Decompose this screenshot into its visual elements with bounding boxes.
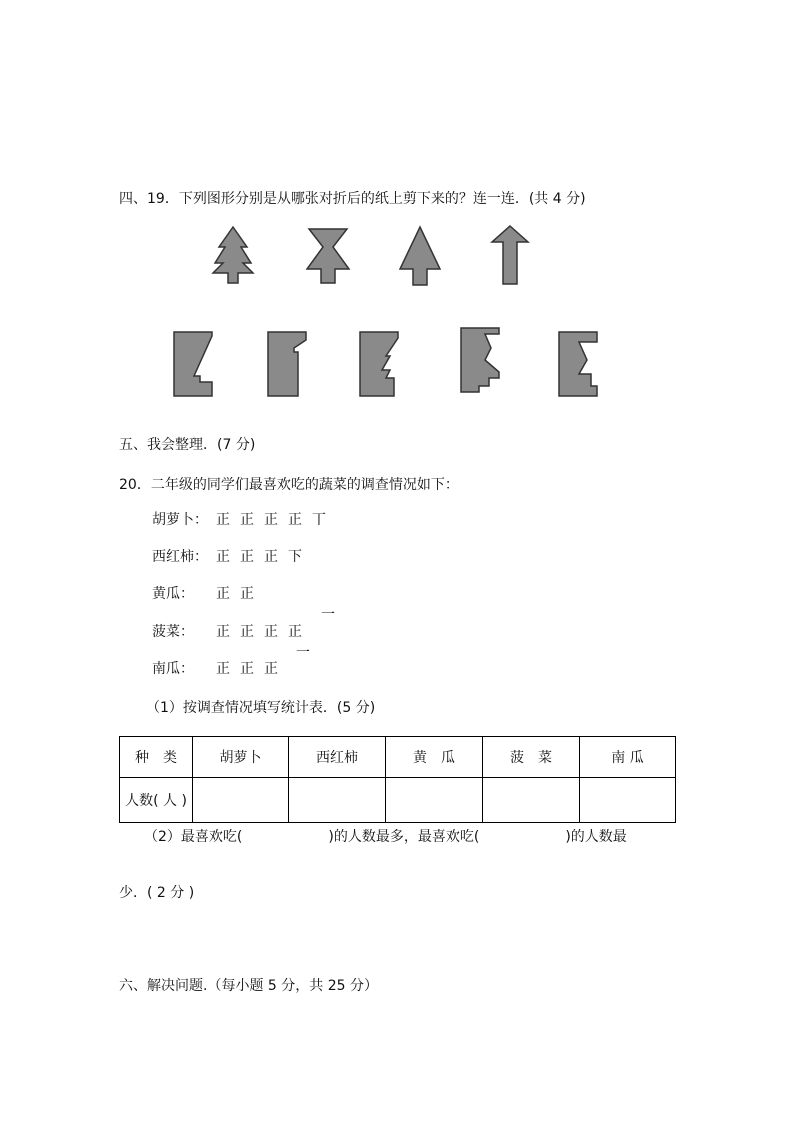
tally-mark: 丅 <box>312 512 326 528</box>
sub-question-2 <box>144 828 627 846</box>
tally-label: 西红柿： <box>152 549 208 565</box>
tally-row-pumpkin <box>152 660 288 678</box>
tally-mark: 正 <box>240 586 254 602</box>
thin-arrow-shape <box>490 224 530 286</box>
section6-title: 六、解决问题.（每小题 5 分，共 25 分） <box>119 978 378 994</box>
tally-mark: 下 <box>288 549 302 565</box>
tally-mark: 正 <box>216 661 230 677</box>
table-input-cell[interactable] <box>386 778 483 823</box>
hourglass-arrow-shape <box>303 225 353 285</box>
tally-mark: 正 <box>288 512 302 528</box>
folded-paper-2 <box>266 330 308 398</box>
question-text: 二年级的同学们最喜欢吃的蔬菜的调查情况如下： <box>150 477 459 493</box>
question-20 <box>119 476 459 494</box>
table-input-cell[interactable] <box>289 778 386 823</box>
tally-extra-stroke: 一 <box>321 607 335 623</box>
sub2-text-3: )的人数最 <box>565 829 627 845</box>
tally-row-spinach <box>152 623 312 641</box>
tally-label: 胡萝卜： <box>152 512 208 528</box>
tally-row-carrot <box>152 511 336 529</box>
folded-paper-4 <box>459 326 501 394</box>
table-input-cell[interactable] <box>483 778 580 823</box>
table-header-row <box>120 737 676 778</box>
table-row <box>120 778 676 823</box>
stat-table <box>119 736 676 823</box>
tally-mark: 正 <box>216 549 230 565</box>
tally-mark: 正 <box>216 512 230 528</box>
table-header-cell: 黄 瓜 <box>386 737 483 778</box>
tally-mark: 正 <box>240 512 254 528</box>
tally-extra-stroke: 一 <box>296 645 310 661</box>
arrow-up-shape <box>398 225 442 287</box>
sub-question-2-continued: 少．( 2 分 ) <box>119 885 195 901</box>
tally-mark: 正 <box>264 661 278 677</box>
section5-title: 五、我会整理．(7 分) <box>119 437 256 453</box>
tally-mark: 正 <box>240 549 254 565</box>
table-input-cell[interactable] <box>193 778 289 823</box>
table-header-cell: 西红柿 <box>289 737 386 778</box>
section4-title: 四、19．下列图形分别是从哪张对折后的纸上剪下来的？连一连．(共 4 分) <box>119 191 586 207</box>
table-input-cell[interactable] <box>580 778 676 823</box>
folded-paper-3 <box>358 330 400 398</box>
tally-mark: 正 <box>240 661 254 677</box>
table-header-cell: 菠 菜 <box>483 737 580 778</box>
table-row-label: 人数( 人 ) <box>120 778 193 823</box>
tally-label: 菠菜： <box>152 624 194 640</box>
tally-mark: 正 <box>264 512 278 528</box>
table-header-cell: 种 类 <box>120 737 193 778</box>
sub-question-1: （1）按调查情况填写统计表．(5 分) <box>146 700 376 716</box>
tally-label: 南瓜： <box>152 661 194 677</box>
tally-mark: 正 <box>240 624 254 640</box>
tally-mark: 正 <box>216 586 230 602</box>
folded-paper-1 <box>172 330 214 398</box>
tally-row-tomato <box>152 548 312 566</box>
tally-mark: 正 <box>288 624 302 640</box>
tally-label: 黄瓜： <box>152 586 194 602</box>
table-header-cell: 南 瓜 <box>580 737 676 778</box>
sub2-text-1: （2）最喜欢吃( <box>144 829 243 845</box>
tally-mark: 正 <box>264 549 278 565</box>
folded-paper-5 <box>557 330 599 398</box>
table-header-cell: 胡萝卜 <box>193 737 289 778</box>
tally-row-cucumber <box>152 585 264 603</box>
tally-mark: 正 <box>264 624 278 640</box>
question-number: 20． <box>119 477 151 493</box>
tally-mark: 正 <box>216 624 230 640</box>
pine-tree-shape <box>211 225 255 285</box>
sub2-text-2: )的人数最多，最喜欢吃( <box>328 829 480 845</box>
